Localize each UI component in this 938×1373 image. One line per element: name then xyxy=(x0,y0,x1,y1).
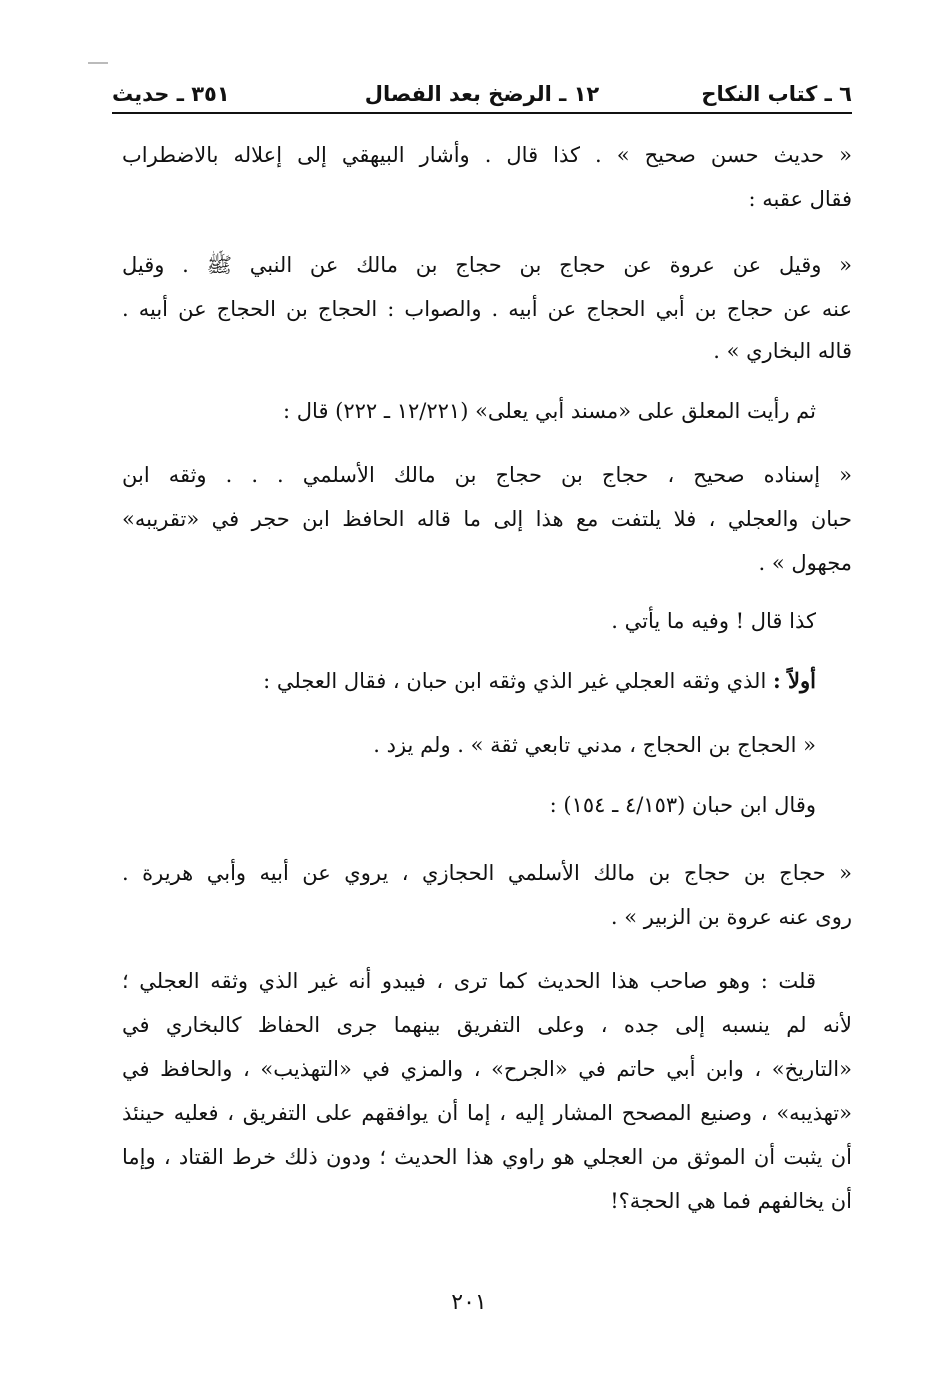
text-line: « الحجاج بن الحجاج ، مدني تابعي ثقة » . ولم يزد . xyxy=(373,733,816,757)
first-label: أولاً : xyxy=(772,668,816,693)
text-line xyxy=(263,666,816,696)
running-header xyxy=(112,78,852,114)
text-line: كذا قال ! وفيه ما يأتي . xyxy=(611,609,816,633)
text-line: أن يثبت أن الموثق من العجلي هو راوي هذا الحديث ؛ ودون ذلك خرط القتاد ، وإما xyxy=(122,1145,852,1169)
text-line: حبان والعجلي ، فلا يلتفت مع هذا إلى ما قاله الحافظ ابن حجر في «تقريبه» xyxy=(122,507,852,531)
text-line: لأنه لم ينسبه إلى جده ، وعلى التفريق بينهما جرى الحفاظ كالبخاري في xyxy=(122,1013,852,1037)
text-line: « حجاج بن حجاج بن مالك الأسلمي الحجازي ، يروي عن أبيه وأبي هريرة . xyxy=(122,861,852,885)
text-line: ثم رأيت المعلق على «مسند أبي يعلى» (١٢/٢٢١ ـ ٢٢٢) قال : xyxy=(283,399,816,423)
text-line: « حديث حسن صحيح » . كذا قال . وأشار البيهقي إلى إعلاله بالاضطراب xyxy=(122,143,852,167)
text-line: « وقيل عن عروة عن حجاج بن حجاج بن مالك عن النبي ﷺ . وقيل xyxy=(122,253,852,277)
text-line: مجهول » . xyxy=(758,551,852,575)
text-line: فقال عقبه : xyxy=(748,187,852,211)
text-line: «تهذيبه» ، وصنيع المصحح المشار إليه ، إما أن يوافقهم على التفريق ، فعليه حينئذ xyxy=(122,1101,852,1125)
text-line: قاله البخاري » . xyxy=(713,339,852,363)
text-line: «التاريخ» ، وابن أبي حاتم في «الجرح» ، والمزي في «التهذيب» ، والحافظ في xyxy=(122,1057,852,1081)
scan-mark xyxy=(88,62,108,64)
page-number: ٢٠١ xyxy=(451,1290,487,1315)
text-line: عنه عن حجاج بن أبي الحجاج عن أبيه . والصواب : الحجاج بن الحجاج عن أبيه . xyxy=(122,297,852,321)
text-line: قلت : وهو صاحب هذا الحديث كما ترى ، فيبدو أنه غير الذي وثقه العجلي ؛ xyxy=(122,969,816,993)
header-chapter-title: ١٢ ـ الرضخ بعد الفصال xyxy=(364,82,600,106)
first-point-text: الذي وثقه العجلي غير الذي وثقه ابن حبان ، فقال العجلي : xyxy=(263,669,767,693)
text-line: أن يخالفهم فما هي الحجة؟! xyxy=(610,1189,852,1213)
text-line: وقال ابن حبان (٤/١٥٣ ـ ١٥٤) : xyxy=(549,793,816,817)
text-line: « إسناده صحيح ، حجاج بن حجاج بن مالك الأسلمي . . . وثقه ابن xyxy=(122,463,852,487)
text-line: روى عنه عروة بن الزبير » . xyxy=(610,905,852,929)
header-book-title: ٦ ـ كتاب النكاح xyxy=(701,82,852,106)
header-hadith-number: ٣٥١ ـ حديث xyxy=(112,82,230,106)
